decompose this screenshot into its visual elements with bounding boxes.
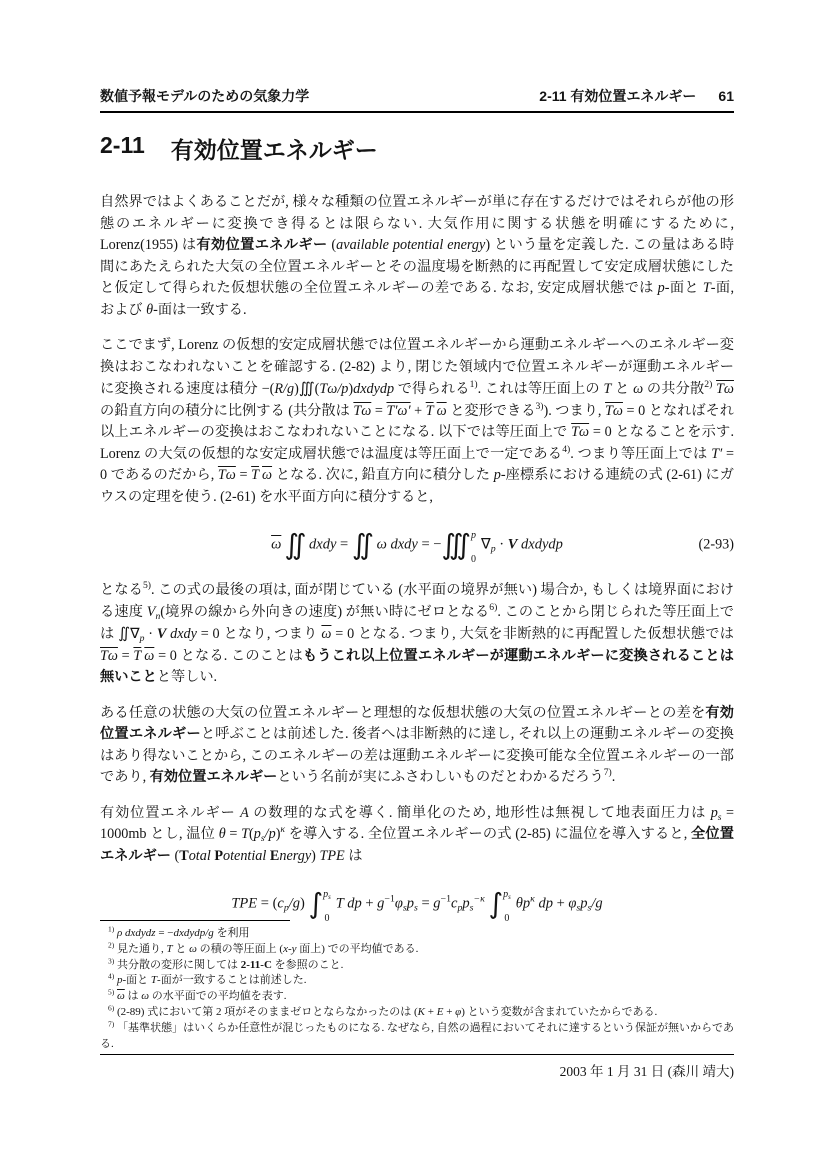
equation-2-93 <box>100 522 734 568</box>
footnote-6: $^{6)}$ (2-89) 式において第 2 項がそのままゼロとならなかったのは (K + E + φ) という変数が含まれていたからである. <box>108 1003 658 1018</box>
page-footer <box>100 1054 734 1080</box>
body-paragraph-2: ここでまず, Lorenz の仮想的安定成層状態では位置エネルギーから運動エネルギーへのエネルギー変換はおこなわれないことを確認する. (2-82) より, 閉じた領域内で位置エネルギーが運動エネルギーに変換される速度は積分 −(R/g)∭(Tω/p)dxdydp で得られる$^{1)}$. これは等圧面上の T と ω の共分散$^{2)}$ $\overline{T\omega}$ の鉛直方向の積分に比例する (共分散は $\overline{T\omega} = T'\omega' + \overline{T}$ $\overline{\omega}$ と変形できる$^{3)}$). つまり, $\overline{T\omega} = 0$ となればそれ以上エネルギーの変換はおこなわれないことになる. 以下では等圧面上で $\overline{T\omega} = 0$ となることを示す. Lorenz の大気の仮想的な安定成層状態では温度は等圧面上で一定である$^{4)}$. つまり等圧面上では T′ = 0 であるのだから, $\overline{T\omega} = \overline{T}$ $\overline{\omega}$ となる. 次に, 鉛直方向に積分した p-座標系における連続の式 (2-61) にガウスの定理を使う. (2-61) を水平面方向に積分すると, <box>100 337 734 505</box>
footnote-7: $^{7)}$ 「基準状態」はいくらか任意性が混じったものになる. なぜなら, 自然の過程においてそれに達するという保証が無いからである. <box>100 1019 734 1050</box>
footnote-rule <box>100 920 290 921</box>
body-paragraph-1: 自然界ではよくあることだが, 様々な種類の位置エネルギーが単に存在するだけではそれらが他の形態のエネルギーに変換でき得るとは限らない. 大気作用に関する状態を明確にするために, Lorenz(1955) は有効位置エネルギー (available potential energy) という量を定義した. この量はある時間にあたえられた大気の全位置エネルギーとその温度場を断熱的に再配置して安定成層状態にしたと仮定して得られた仮想状態の全位置エネルギーの差である. なお, 安定成層状態では p-面と T-面, および θ-面は一致する. <box>100 194 735 318</box>
footnote-4: $^{4)}$ p-面と T-面が一致することは前述した. <box>108 971 307 987</box>
footnote-3: $^{3)}$ 共分散の変形に関しては 2-11-C を参照のこと. <box>108 956 344 971</box>
running-header <box>100 86 734 113</box>
header-right <box>539 86 734 106</box>
footnote-1: $^{1)}$ ρ dxdydz = −dxdydp/g を利用 <box>108 924 250 939</box>
footer-date: 2003 年 1 月 31 日 (森川 靖大) <box>559 1064 734 1079</box>
header-section-label: 2-11 有効位置エネルギー <box>539 88 697 104</box>
body-paragraph-5: 有効位置エネルギー A の数理的な式を導く. 簡単化のため, 地形性は無視して地表面圧力は $p_s = 1000mb$ とし, 温位 $\theta = T(p_s/p)^\kappa$ を導入する. 全位置エネルギーの式 (2-85) に温位を導入すると, 全位置エネルギー (Total Potential Energy) TPE は <box>100 804 734 864</box>
footnote-2: $^{2)}$ 見た通り, T と ω の積の等圧面上 (x-y 面上) での平均値である. <box>108 940 419 955</box>
body-paragraph-4: ある任意の状態の大気の位置エネルギーと理想的な仮想状態の大気の位置エネルギーとの差を有効位置エネルギーと呼ぶことは前述した. 後者へは非断熱的に達し, それ以上の運動エネルギーの変換はあり得ないことから, このエネルギーの差は運動エネルギーに変換可能な全位置エネルギーの一部であり, 有効位置エネルギーという名前が実にふさわしいものだとわかるだろう$^{7)}$. <box>100 704 734 785</box>
body-text <box>100 192 734 939</box>
section-title-text: 有効位置エネルギー <box>170 137 378 163</box>
section-number: 2-11 <box>100 132 145 158</box>
header-page-number: 61 <box>718 88 734 104</box>
header-book-title: 数値予報モデルのための気象力学 <box>100 88 310 104</box>
equation-tpe-body: TPE = $(c_p/g)$ ∫ $p_s$ 0 T dp + $g^{-1}\varphi_sp_s = g^{-1}c_pp_s^{-\kappa}$ ∫ $p_s$ 0 $\theta p^\kappa$ dp + $\varphi_sp_s/g$ <box>231 887 603 924</box>
footnotes-section <box>100 920 734 1052</box>
body-paragraph-3: となる$^{5)}$. この式の最後の項は, 面が閉じている (水平面の境界が無い) 場合か, もしくは境界面における速度 $V_n$(境界の線から外向きの速度) が無い時にゼロとなる$^{6)}$. このことから閉じられた等圧面上では $∬\nabla_p \cdot V$ dxdy = 0 となり, つまり $\overline{\omega} = 0$ となる. つまり, 大気を非断熱的に再配置した仮想状態では $\overline{T\omega} = \overline{T}$ $\overline{\omega} = 0$ となる. このことはもうこれ以上位置エネルギーが運動エネルギーに変換されることは無いことと等しい. <box>100 580 734 685</box>
equation-2-93-body: $\overline{\omega}$ ∬ dxdy = ∬ ω dxdy = −∭ p 0 $\nabla_p \cdot V$ dxdydp <box>271 528 563 565</box>
equation-2-93-tag: (2-93) <box>698 536 734 553</box>
footnote-5: $^{5)}$ $\overline{\omega}$ は ω の水平面での平均値を表す. <box>108 987 287 1003</box>
section-title <box>100 132 378 165</box>
